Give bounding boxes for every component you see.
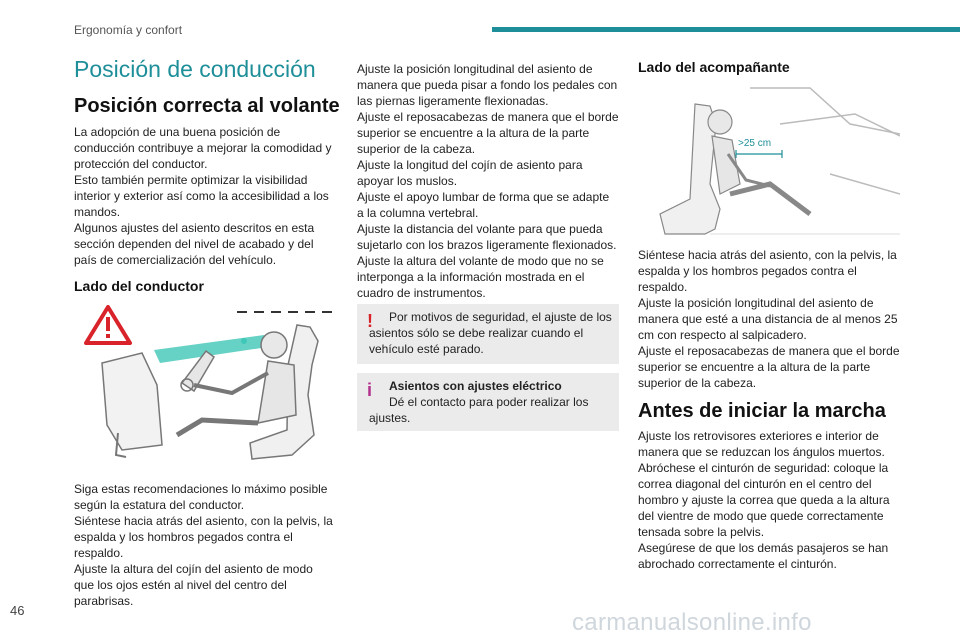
page-number: 46	[10, 603, 25, 618]
paragraph: Siga estas recomendaciones lo máximo posible según la estatura del conductor.	[74, 482, 328, 512]
warning-note	[357, 304, 619, 364]
paragraph: Ajuste la posición longitudinal del asiento de manera que esté a una distancia de al menos 25 cm con respecto al salpicadero.	[638, 296, 898, 342]
paragraph: Ajuste la altura del volante de modo que no se interponga a la información mostrada en el cuadro de instrumentos.	[357, 254, 604, 300]
adjustment-text	[357, 61, 619, 301]
paragraph: Ajuste el reposacabezas de manera que el borde superior se encuentre a la altura de la parte superior de la cabeza.	[638, 344, 900, 390]
paragraph: Siéntese hacia atrás del asiento, con la pelvis, la espalda y los hombros pegados contra el respaldo.	[638, 248, 897, 294]
page-title: Posición de conducción	[74, 56, 316, 82]
paragraph: Siéntese hacia atrás del asiento, con la pelvis, la espalda y los hombros pegados contra el respaldo.	[74, 514, 333, 560]
paragraph: Asegúrese de que los demás pasajeros se han abrochado correctamente el cinturón.	[638, 541, 889, 571]
warning-triangle-icon	[86, 307, 130, 343]
heading-driver-side: Lado del conductor	[74, 278, 204, 294]
paragraph: Ajuste la altura del cojín del asiento de modo que los ojos estén al nivel del centro del parabrisas.	[74, 562, 313, 608]
watermark: carmanualsonline.info	[572, 609, 812, 636]
paragraph: Algunos ajustes del asiento descritos en esta sección dependen del nivel de acabado y del país de comercialización del vehículo.	[74, 221, 315, 267]
info-note-title: Asientos con ajustes eléctrico	[389, 379, 562, 393]
paragraph: Abróchese el cinturón de seguridad: coloque la correa diagonal del cinturón en el centro del hombro y ajuste la correa que queda a la altura del vientre de modo que quede correctamente tensada sobre la pelvis.	[638, 461, 890, 539]
paragraph: Ajuste la longitud del cojín de asiento para apoyar los muslos.	[357, 158, 583, 188]
paragraph: Ajuste el apoyo lumbar de forma que se adapte a la columna vertebral.	[357, 190, 610, 220]
paragraph: La adopción de una buena posición de conducción contribuye a mejorar la comodidad y protección del conductor.	[74, 125, 332, 171]
before-driving-text	[638, 428, 900, 572]
info-icon: i	[367, 380, 373, 400]
driver-position-illustration	[82, 305, 336, 470]
paragraph: Esto también permite optimizar la visibilidad interior y exterior así como la accesibilidad a los mandos.	[74, 173, 329, 219]
intro-text	[74, 124, 336, 268]
exclamation-icon: !	[367, 311, 373, 331]
warning-note-text: Por motivos de seguridad, el ajuste de los asientos sólo se debe realizar cuando el vehículo esté parado.	[369, 310, 612, 356]
paragraph: Ajuste los retrovisores exteriores e interior de manera que se reduzcan los ángulos muertos.	[638, 429, 885, 459]
passenger-text	[638, 247, 900, 391]
heading-before-driving: Antes de iniciar la marcha	[638, 400, 886, 422]
heading-passenger-side: Lado del acompañante	[638, 59, 790, 75]
info-note-text: Dé el contacto para poder realizar los ajustes.	[369, 395, 589, 425]
info-note-body	[369, 378, 613, 426]
paragraph: Ajuste el reposacabezas de manera que el borde superior se encuentre a la altura de la parte superior de la cabeza.	[357, 110, 619, 156]
passenger-position-illustration	[650, 84, 900, 236]
distance-label: >25 cm	[738, 138, 772, 149]
driver-text	[74, 481, 336, 609]
section-header: Ergonomía y confort	[74, 23, 183, 37]
paragraph: Ajuste la distancia del volante para que pueda sujetarlo con los brazos ligeramente flexionados.	[357, 222, 617, 252]
header-accent-bar	[492, 27, 960, 32]
heading-correct-position: Posición correcta al volante	[74, 95, 340, 117]
paragraph: Ajuste la posición longitudinal del asiento de manera que pueda pisar a fondo los pedales con las piernas ligeramente flexionadas.	[357, 62, 618, 108]
info-note	[357, 373, 619, 431]
